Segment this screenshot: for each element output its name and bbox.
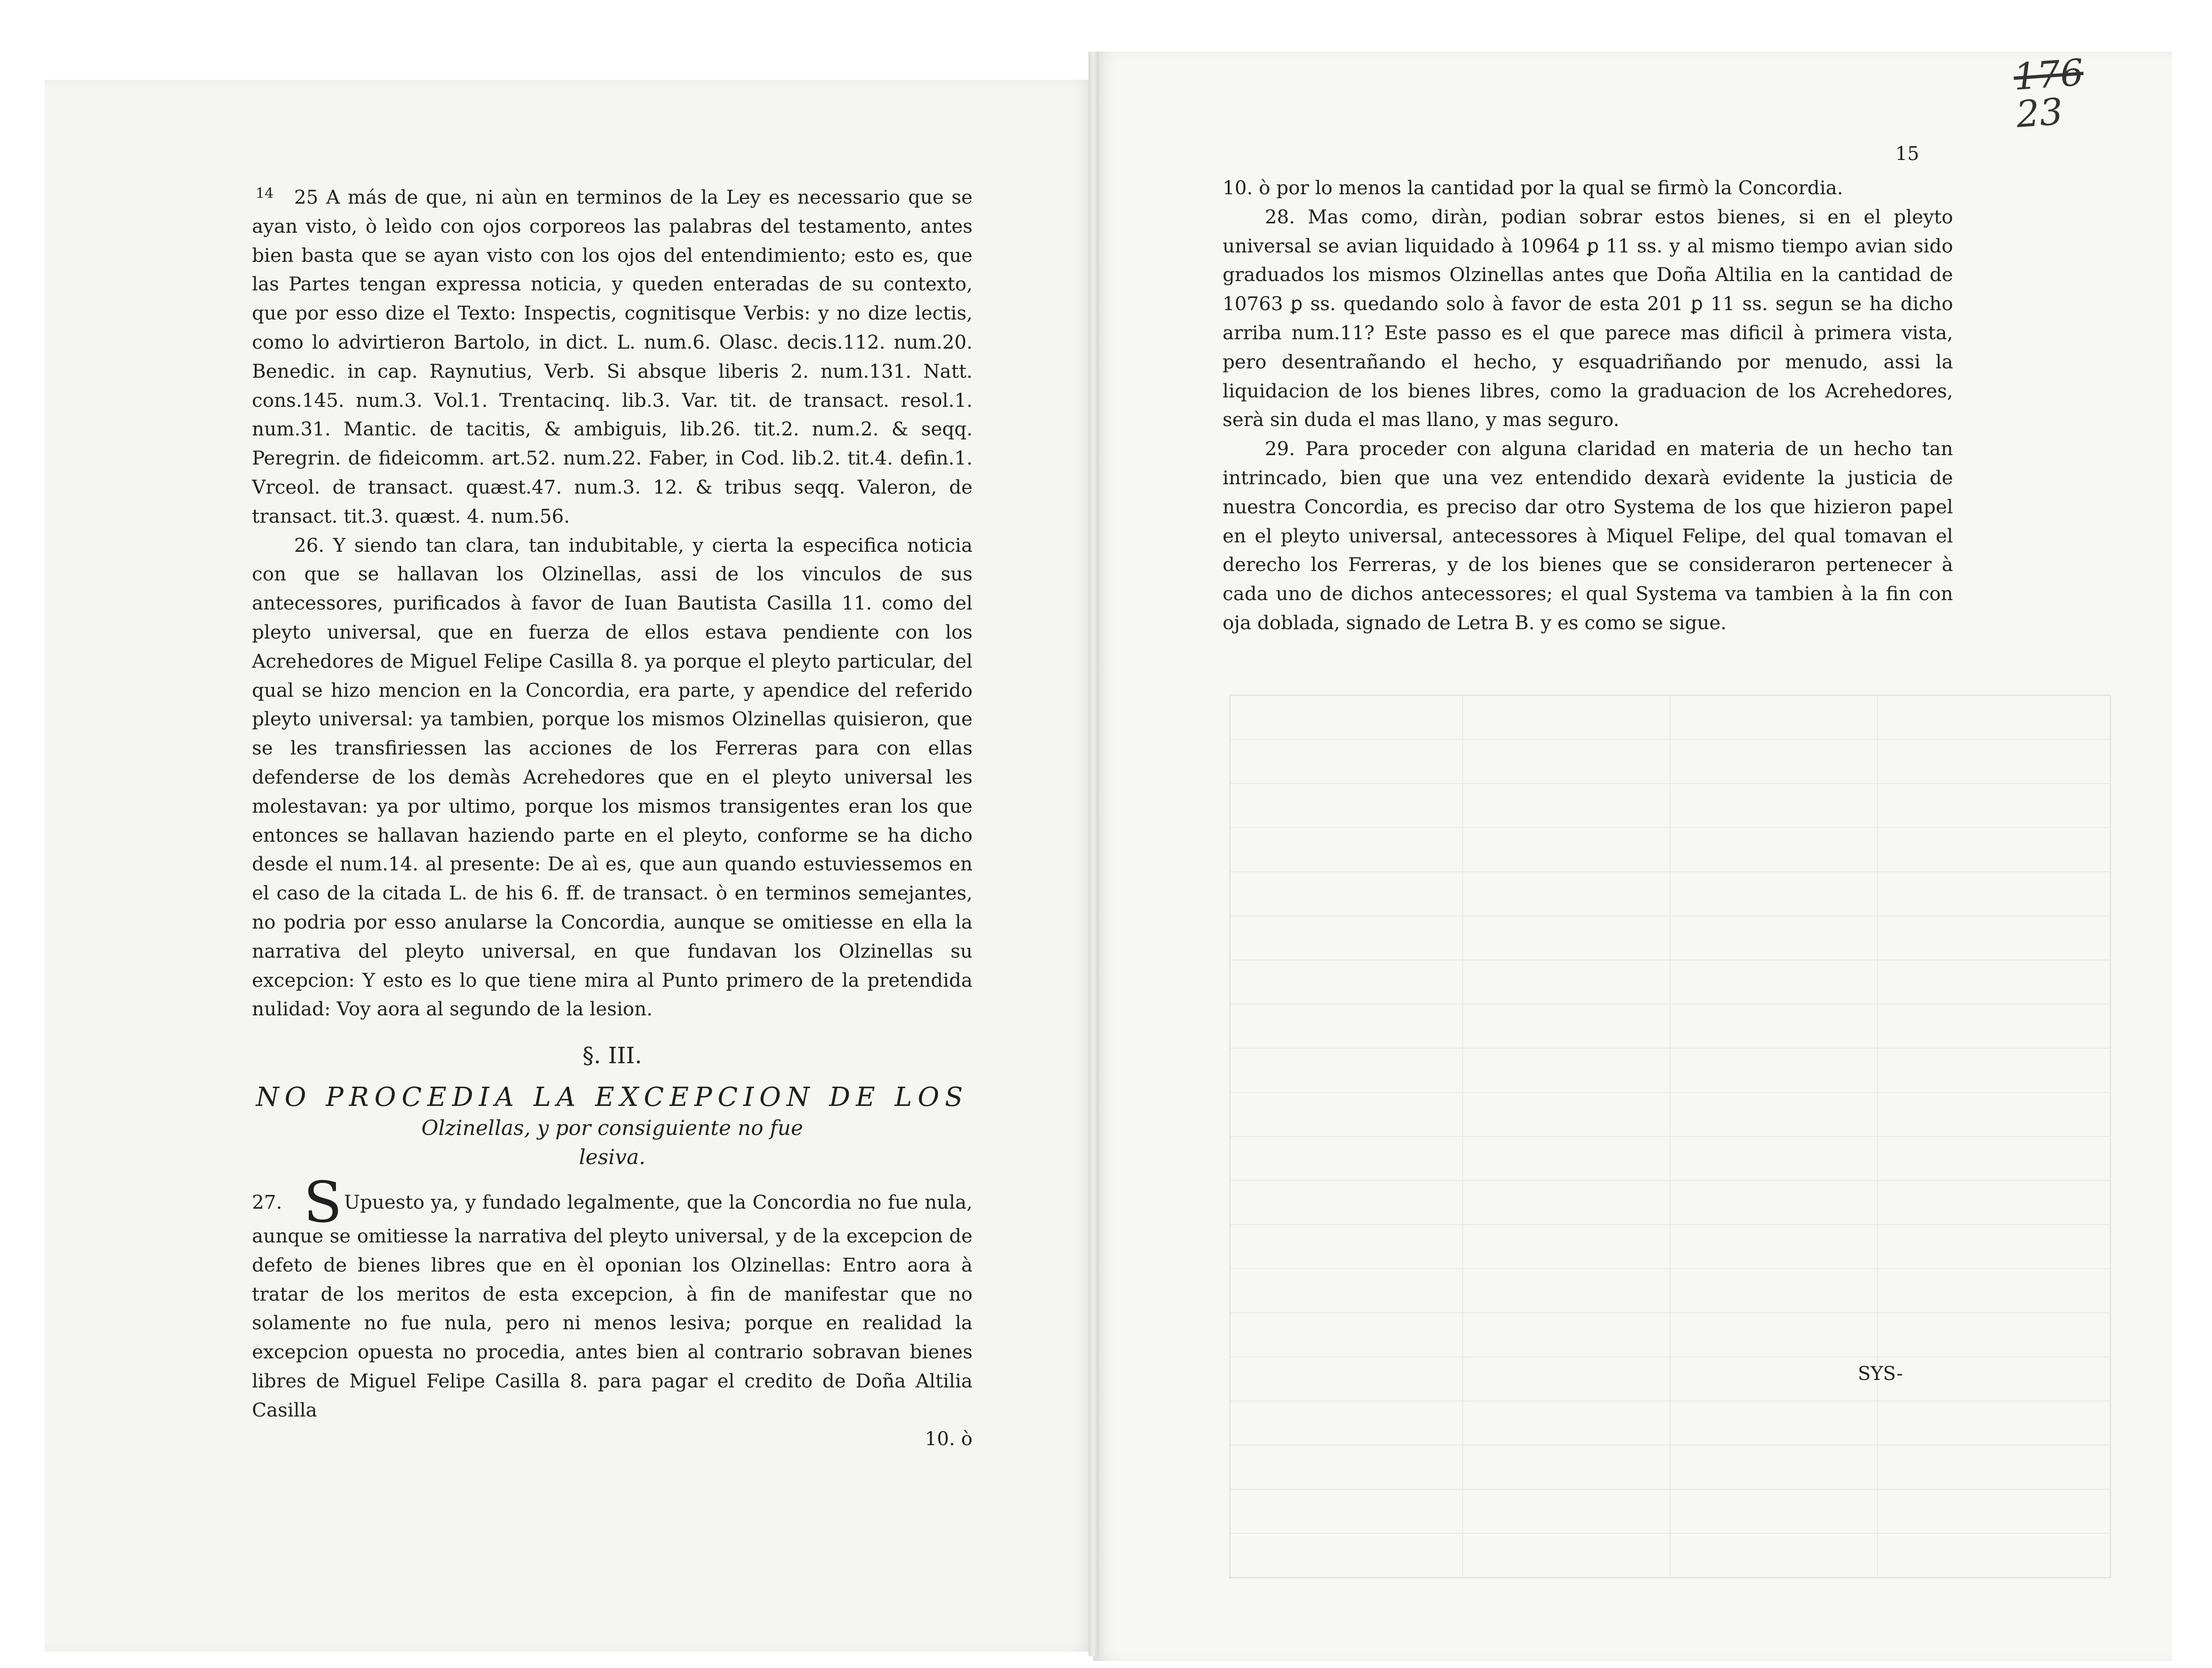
paragraph-26: 26. Y siendo tan clara, tan indubitable, y cierta la especifica noticia con que se hallavan los Olzinellas, assi de los vinculos de sus antecessores, purificados à favor de Iuan Bautista Casilla 11. como del pleyto universal, que en fuerza de ellos estava pendiente con los Acrehedores de Miguel Felipe Casilla 8. ya porque el pleyto particular, del qual se hizo mencion en la Concordia, era parte, y apendice del referido pleyto universal: ya tambien, porque los mismos Olzinellas quisieron, que se les transfiriessen las acciones de los Ferreras para con ellas defenderse de los demàs Acrehedores que en el pleyto universal les molestavan: ya por ultimo, porque los mismos transigentes eran los que entonces se hallavan haziendo parte en el pleyto, conforme se ha dicho desde el num.14. al presente: De aì es, que aun quando estuviessemos en el caso de la citada L. de his 6. ff. de transact. ò en terminos semejantes, no podria por esso anularse la Concordia, aunque se omitiesse en ella la narrativa del pleyto universal, en que fundavan los Olzinellas su excepcion: Y esto es lo que tiene mira al Punto primero de la pretendida nulidad: Voy aora al segundo de la lesion. [252, 533, 973, 1021]
right-text-column [1223, 174, 1953, 638]
page-number-left: 14 [256, 185, 274, 202]
section-title-line-2: Olzinellas, y por consiguiente no fue [421, 1116, 803, 1140]
section-title-line-1: NO PROCEDIA LA EXCEPCION DE LOS [256, 1082, 969, 1112]
paragraph-27 [252, 1170, 973, 1425]
drop-cap: S [304, 1170, 342, 1235]
catchword-right: SYS- [1858, 1363, 1903, 1385]
section-number: §. III. [582, 1043, 642, 1069]
page-gutter [1088, 52, 1099, 1656]
left-text-column [252, 183, 973, 1454]
paragraph-27-number: 27. [252, 1190, 282, 1213]
paragraph-25: 25 A más de que, ni aùn en terminos de la Ley es necessario que se ayan visto, ò leìdo con ojos corporeos las palabras del testamento, antes bien basta que se ayan visto con los ojos del entendimiento; esto es, que las Partes tengan expressa noticia, y queden enteradas de su contexto, que por esso dize el Texto: Inspectis, cognitisque Verbis: y no dize lectis, como lo advirtieron Bartolo, in dict. L. num.6. Olasc. decis.112. num.20. Benedic. in cap. Raynutius, Verb. Si absque liberis 2. num.131. Natt. cons.145. num.3. Vol.1. Trentacinq. lib.3. Var. tit. de transact. resol.1. num.31. Mantic. de tacitis, & ambiguis, lib.26. tit.2. num.2. & seqq. Peregrin. de fideicomm. art.52. num.22. Faber, in Cod. lib.2. tit.4. defin.1. Vrceol. de transact. quæst.47. num.3. 12. & tribus seqq. Valeron, de transact. tit.3. quæst. 4. num.56. [252, 186, 973, 527]
paragraph-29: 29. Para proceder con alguna claridad en materia de un hecho tan intrincado, bien que una vez entendido dexarà evidente la justicia de nuestra Concordia, es preciso dar otro Systema de los que hizieron papel en el pleyto universal, antecessores à Miquel Felipe, del qual tomavan el derecho los Ferreras, y de los bienes que se consideraron pertenecer à cada uno de dichos antecessores; el qual Systema va tambien à la fin con oja doblada, signado de Letra B. y es como se sigue. [1223, 437, 1953, 634]
folio-number-struck: 176 [2012, 52, 2085, 99]
handwritten-folio-mark [2013, 54, 2088, 134]
paragraph-28: 28. Mas como, diràn, podian sobrar estos bienes, si en el pleyto universal se avian liquidado à 10964 ꝑ 11 ss. y al mismo tiempo avian sido graduados los mismos Olzinellas antes que Doña Altilia en la cantidad de 10763 ꝑ ss. quedando solo à favor de esta 201 ꝑ 11 ss. segun se ha dicho arriba num.11? Este passo es el que parece mas dificil à primera vista, pero desentrañando el hecho, y esquadriñando por menudo, assi la liquidacion de los bienes libres, como la graduacion de los Acrehedores, serà sin duda el mas llano, y mas seguro. [1223, 205, 1953, 431]
section-title [252, 1081, 973, 1172]
catchword-left: 10. ò [925, 1427, 973, 1450]
paragraph-27-text: Upuesto ya, y fundado legalmente, que la Concordia no fue nula, aunque se omitiesse la narrativa del pleyto universal, y de la excepcion de defeto de bienes libres que en èl oponian los Olzinellas: Entro aora à tratar de los meritos de esta excepcion, à fin de manifestar que no solamente no fue nula, pero ni menos lesiva; porque en realidad la excepcion opuesta no procedia, antes bien al contrario sobravan bienes libres de Miguel Felipe Casilla 8. para pagar el credito de Doña Altilia Casilla [252, 1190, 973, 1421]
folio-number: 23 [2014, 91, 2065, 136]
page-number-right: 15 [1895, 143, 1919, 165]
paragraph-continuation: 10. ò por lo menos la cantidad por la qual se firmò la Concordia. [1223, 176, 1843, 199]
show-through-table [1229, 694, 2111, 1578]
section-title-line-3: lesiva. [579, 1145, 646, 1169]
